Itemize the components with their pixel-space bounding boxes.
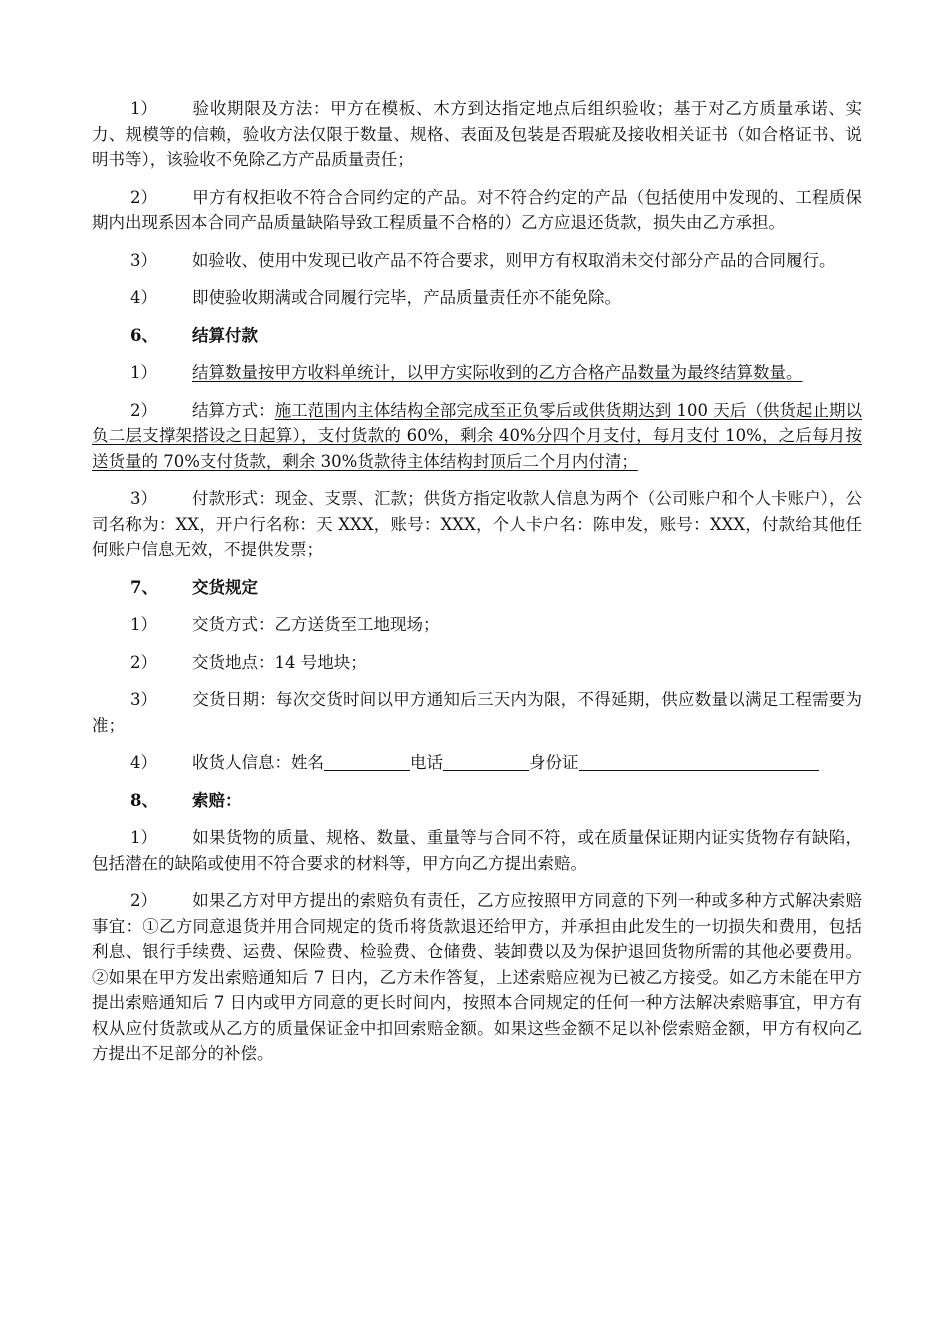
item-text: 付款形式：现金、支票、汇款；供货方指定收款人信息为两个（公司账户和个人卡账户），公司名称为：XX，开户行名称：天 XXX，账号：XXX，个人卡户名：陈申发，账号：XXX，付款给其他任何账户信息无效，不提供发票； bbox=[92, 489, 862, 559]
item-text: 如验收、使用中发现已收产品不符合要求，则甲方有权取消未交付部分产品的合同履行。 bbox=[192, 250, 836, 270]
receiver-name-label: 收货人信息：姓名 bbox=[192, 753, 324, 772]
delivery-item-3 bbox=[92, 687, 862, 738]
item-text: 如果乙方对甲方提出的索赔负有责任，乙方应按照甲方同意的下列一种或多种方式解决索赔事宜：①乙方同意退货并用合同规定的货币将货款退还给甲方，并承担由此发生的一切损失和费用，包括利息、银行手续费、运费、保险费、检验费、仓储费、装卸费以及为保护退回货物所需的其他必要费用。②如果在甲方发出索赔通知后 7 日内，乙方未作答复，上述索赔应视为已被乙方接受。如乙方未能在甲方提出索赔通知后 7 日内或甲方同意的更长时间内，按照本合同规定的任何一种方法解决索赔事宜，甲方有权从应付货款或从乙方的质量保证金中扣回索赔金额。如果这些金额不足以补偿索赔金额，甲方有权向乙方提出不足部分的补偿。 bbox=[92, 891, 862, 1063]
settlement-item-3 bbox=[92, 486, 862, 563]
item-number: 1） bbox=[130, 828, 157, 847]
section-7-heading bbox=[92, 575, 862, 601]
section-number: 8、 bbox=[130, 790, 158, 810]
contract-page bbox=[92, 96, 862, 1079]
claims-item-2 bbox=[92, 888, 862, 1067]
section-number: 7、 bbox=[130, 577, 158, 597]
item-text: 交货方式：乙方送货至工地现场； bbox=[192, 615, 440, 634]
item-number: 2） bbox=[130, 891, 157, 910]
item-number: 4） bbox=[130, 753, 157, 772]
acceptance-item-4 bbox=[92, 285, 862, 311]
item-text: 交货地点：14 号地块； bbox=[192, 652, 367, 672]
item-text: 验收期限及方法：甲方在模板、木方到达指定地点后组织验收；基于对乙方质量承诺、实力、规模等的信赖，验收方法仅限于数量、规格、表面及包装是否瑕疵及接收相关证书（如合格证书、说明书等），该验收不免除乙方产品质量责任； bbox=[92, 99, 862, 169]
item-text: 交货日期：每次交货时间以甲方通知后三天内为限，不得延期，供应数量以满足工程需要为准； bbox=[92, 690, 862, 735]
receiver-phone-label: 电话 bbox=[410, 753, 443, 772]
item-text: 结算数量按甲方收料单统计，以甲方实际收到的乙方合格产品数量为最终结算数量。 bbox=[192, 363, 803, 382]
section-6-heading bbox=[92, 323, 862, 349]
section-8-heading bbox=[92, 788, 862, 814]
section-title: 交货规定 bbox=[192, 577, 258, 597]
item-number: 1） bbox=[130, 615, 157, 634]
acceptance-item-3 bbox=[92, 248, 862, 274]
item-text: 即使验收期满或合同履行完毕，产品质量责任亦不能免除。 bbox=[192, 288, 621, 307]
delivery-item-1 bbox=[92, 612, 862, 638]
item-text: 施工范围内主体结构全部完成至正负零后或供货期达到 100 天后（供货起止期以负二层支撑架搭设之日起算），支付货款的 60%，剩余 40%分四个月支付，每月支付 10%，之后每月按送货量的 70%支付货款，剩余 30%货款待主体结构封顶后二个月内付清； bbox=[92, 400, 863, 471]
item-number: 3） bbox=[130, 250, 157, 270]
settlement-item-2 bbox=[92, 398, 862, 475]
item-number: 3） bbox=[130, 690, 157, 709]
receiver-name-blank[interactable] bbox=[324, 750, 410, 771]
delivery-item-4 bbox=[92, 750, 862, 776]
item-number: 2） bbox=[130, 652, 157, 672]
item-number: 3） bbox=[130, 489, 157, 508]
item-label: 结算方式： bbox=[192, 400, 275, 420]
receiver-id-label: 身份证 bbox=[529, 753, 579, 772]
section-title: 结算付款 bbox=[192, 325, 258, 345]
section-number: 6、 bbox=[130, 325, 158, 345]
claims-item-1 bbox=[92, 825, 862, 876]
receiver-phone-blank[interactable] bbox=[443, 750, 529, 771]
section-title: 索赔： bbox=[192, 790, 242, 810]
item-number: 4） bbox=[130, 288, 157, 307]
acceptance-item-1 bbox=[92, 96, 862, 173]
item-number: 1） bbox=[130, 99, 157, 118]
settlement-item-1 bbox=[92, 360, 862, 386]
item-number: 2） bbox=[130, 400, 157, 420]
item-text: 甲方有权拒收不符合合同约定的产品。对不符合约定的产品（包括使用中发现的、工程质保期内出现系因本合同产品质量缺陷导致工程质量不合格的）乙方应退还货款，损失由乙方承担。 bbox=[92, 187, 862, 232]
item-text: 如果货物的质量、规格、数量、重量等与合同不符，或在质量保证期内证实货物存有缺陷，包括潜在的缺陷或使用不符合要求的材料等，甲方向乙方提出索赔。 bbox=[92, 828, 862, 873]
receiver-id-blank[interactable] bbox=[579, 750, 819, 771]
item-number: 1） bbox=[130, 363, 157, 382]
acceptance-item-2 bbox=[92, 185, 862, 236]
item-number: 2） bbox=[130, 187, 157, 207]
delivery-item-2 bbox=[92, 650, 862, 676]
